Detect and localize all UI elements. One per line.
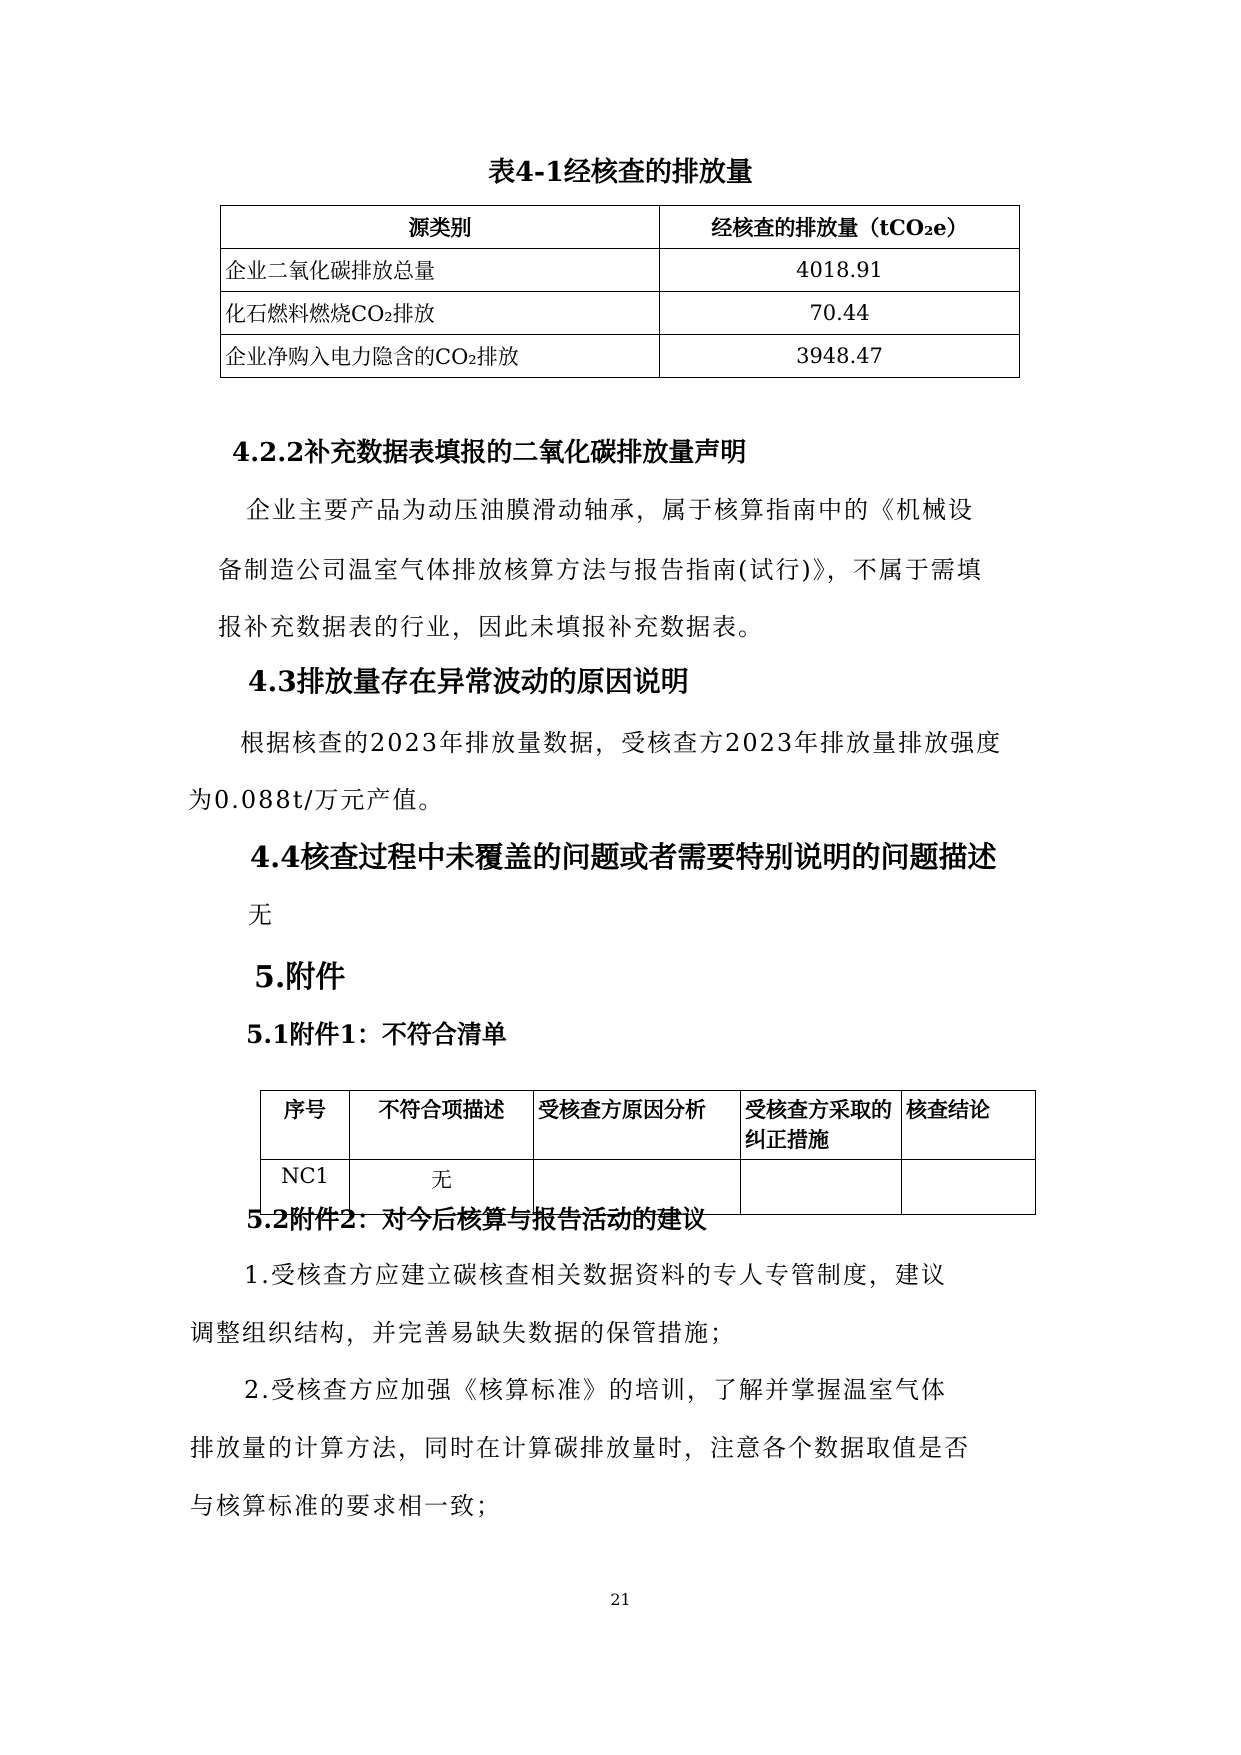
table-header-cell: 序号 [261, 1091, 350, 1160]
emissions-table [220, 205, 1020, 378]
table-caption: 表4-1经核查的排放量 [488, 157, 753, 188]
section-heading-4-2-2: 4.2.2补充数据表填报的二氧化碳排放量声明 [232, 438, 747, 468]
paragraph-line: 调整组织结构，并完善易缺失数据的保管措施； [190, 1319, 736, 1347]
table-cell-no: NC1 [261, 1160, 350, 1215]
table-cell-conclusion [902, 1160, 1036, 1215]
table-cell-measures [741, 1160, 902, 1215]
table-cell-source: 化石燃料燃烧CO₂排放 [221, 292, 660, 335]
section-heading-5-1: 5.1附件1：不符合清单 [246, 1020, 507, 1049]
paragraph-line: 为0.088t/万元产值。 [188, 786, 445, 814]
paragraph-line: 与核算标准的要求相一致； [190, 1492, 502, 1520]
table-cell-value: 70.44 [660, 292, 1020, 335]
table-cell-source: 企业二氧化碳排放总量 [221, 249, 660, 292]
section-heading-4-4: 4.4核查过程中未覆盖的问题或者需要特别说明的问题描述 [250, 840, 997, 874]
table-header-cell: 源类别 [221, 206, 660, 249]
table-cell-source: 企业净购入电力隐含的CO₂排放 [221, 335, 660, 378]
table-row [221, 292, 1020, 335]
table-header-cell: 受核查方原因分析 [534, 1091, 741, 1160]
table-row [221, 249, 1020, 292]
paragraph-line: 排放量的计算方法，同时在计算碳排放量时，注意各个数据取值是否 [190, 1434, 970, 1462]
nonconformity-table [260, 1090, 1036, 1215]
paragraph-line: 根据核查的2023年排放量数据，受核查方2023年排放量排放强度 [240, 729, 1003, 757]
section-heading-5-2: 5.2附件2：对今后核算与报告活动的建议 [246, 1205, 707, 1234]
paragraph-line: 企业主要产品为动压油膜滑动轴承，属于核算指南中的《机械设 [246, 496, 974, 524]
table-header-cell: 不符合项描述 [350, 1091, 534, 1160]
table-cell-desc: 无 [350, 1160, 534, 1215]
paragraph-line: 2.受核查方应加强《核算标准》的培训，了解并掌握温室气体 [244, 1376, 947, 1404]
paragraph-line: 备制造公司温室气体排放核算方法与报告指南(试行)》，不属于需填 [218, 556, 983, 584]
page-number: 21 [610, 1590, 631, 1609]
table-header-row [261, 1091, 1036, 1160]
section-text: 无 [248, 901, 272, 929]
table-cell-value: 4018.91 [660, 249, 1020, 292]
table-header-cell: 核查结论 [902, 1091, 1036, 1160]
paragraph-line: 1.受核查方应建立碳核查相关数据资料的专人专管制度，建议 [244, 1261, 947, 1289]
section-heading-5: 5.附件 [254, 960, 346, 995]
section-heading-4-3: 4.3排放量存在异常波动的原因说明 [248, 665, 689, 698]
table-cell-value: 3948.47 [660, 335, 1020, 378]
table-header-cell: 受核查方采取的纠正措施 [741, 1091, 902, 1160]
table-row [221, 335, 1020, 378]
table-header-cell: 经核查的排放量（tCO₂e） [660, 206, 1020, 249]
paragraph-line: 报补充数据表的行业，因此未填报补充数据表。 [218, 613, 764, 641]
table-header-row [221, 206, 1020, 249]
